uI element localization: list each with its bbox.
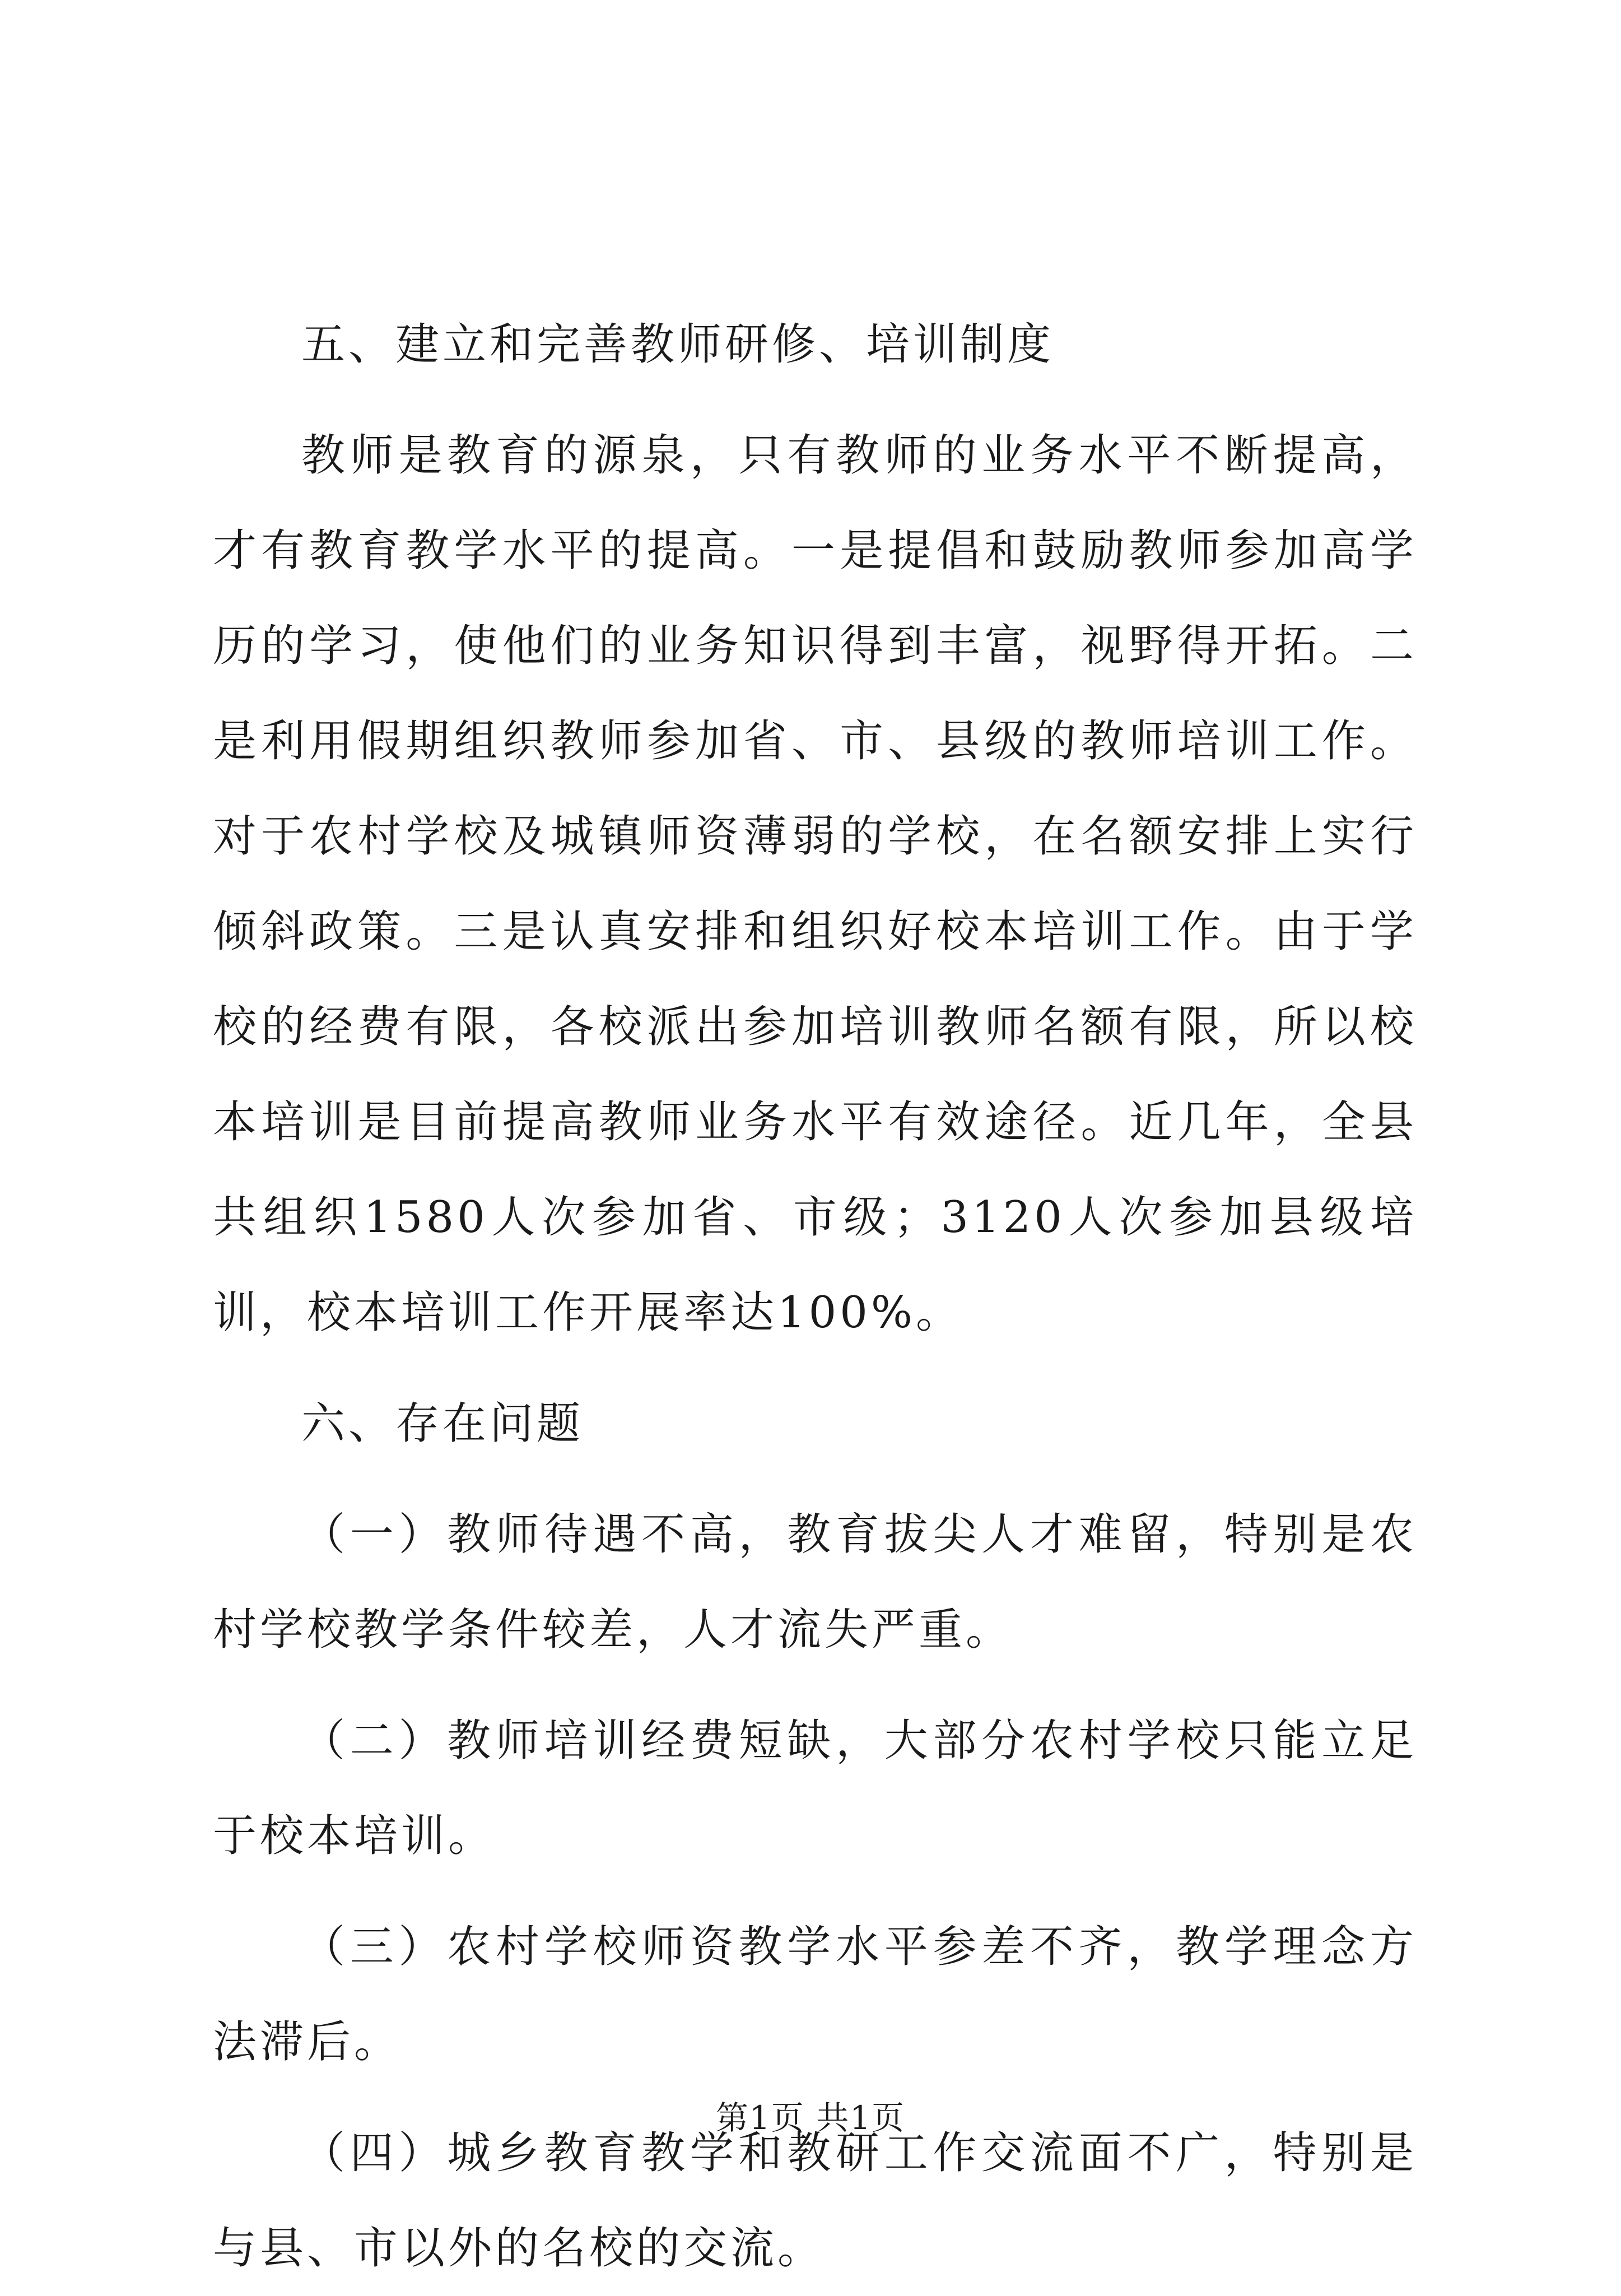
section-heading-six: 六、存在问题 <box>301 1398 584 1449</box>
problem-item-two: （二）教师培训经费短缺，大部分农村学校只能立足于校本培训。 <box>213 1716 1417 1861</box>
problem-item-three: （三）农村学校师资教学水平参差不齐，教学理念方法滞后。 <box>213 1922 1417 2067</box>
section-heading-five: 五、建立和完善教师研修、培训制度 <box>301 319 1055 370</box>
document-body <box>213 297 1417 2296</box>
page-footer: 第1页 共1页 <box>715 2099 906 2137</box>
problem-item-one: （一）教师待遇不高，教育拔尖人才难留，特别是农村学校教学条件较差，人才流失严重。 <box>213 1509 1417 1655</box>
problem-item-four: （四）城乡教育教学和教研工作交流面不广，特别是与县、市以外的名校的交流。 <box>213 2128 1417 2274</box>
body-paragraph-training: 教师是教育的源泉，只有教师的业务水平不断提高，才有教育教学水平的提高。一是提倡和鼓励教师参加高学历的学习，使他们的业务知识得到丰富，视野得开拓。二是利用假期组织教师参加省、市、县级的教师培训工作。对于农村学校及城镇师资薄弱的学校，在名额安排上实行倾斜政策。三是认真安排和组织好校本培训工作。由于学校的经费有限，各校派出参加培训教师名额有限，所以校本培训是目前提高教师业务水平有效途径。近几年，全县共组织1580人次参加省、市级；3120人次参加县级培训，校本培训工作开展率达100%。 <box>213 430 1417 1338</box>
